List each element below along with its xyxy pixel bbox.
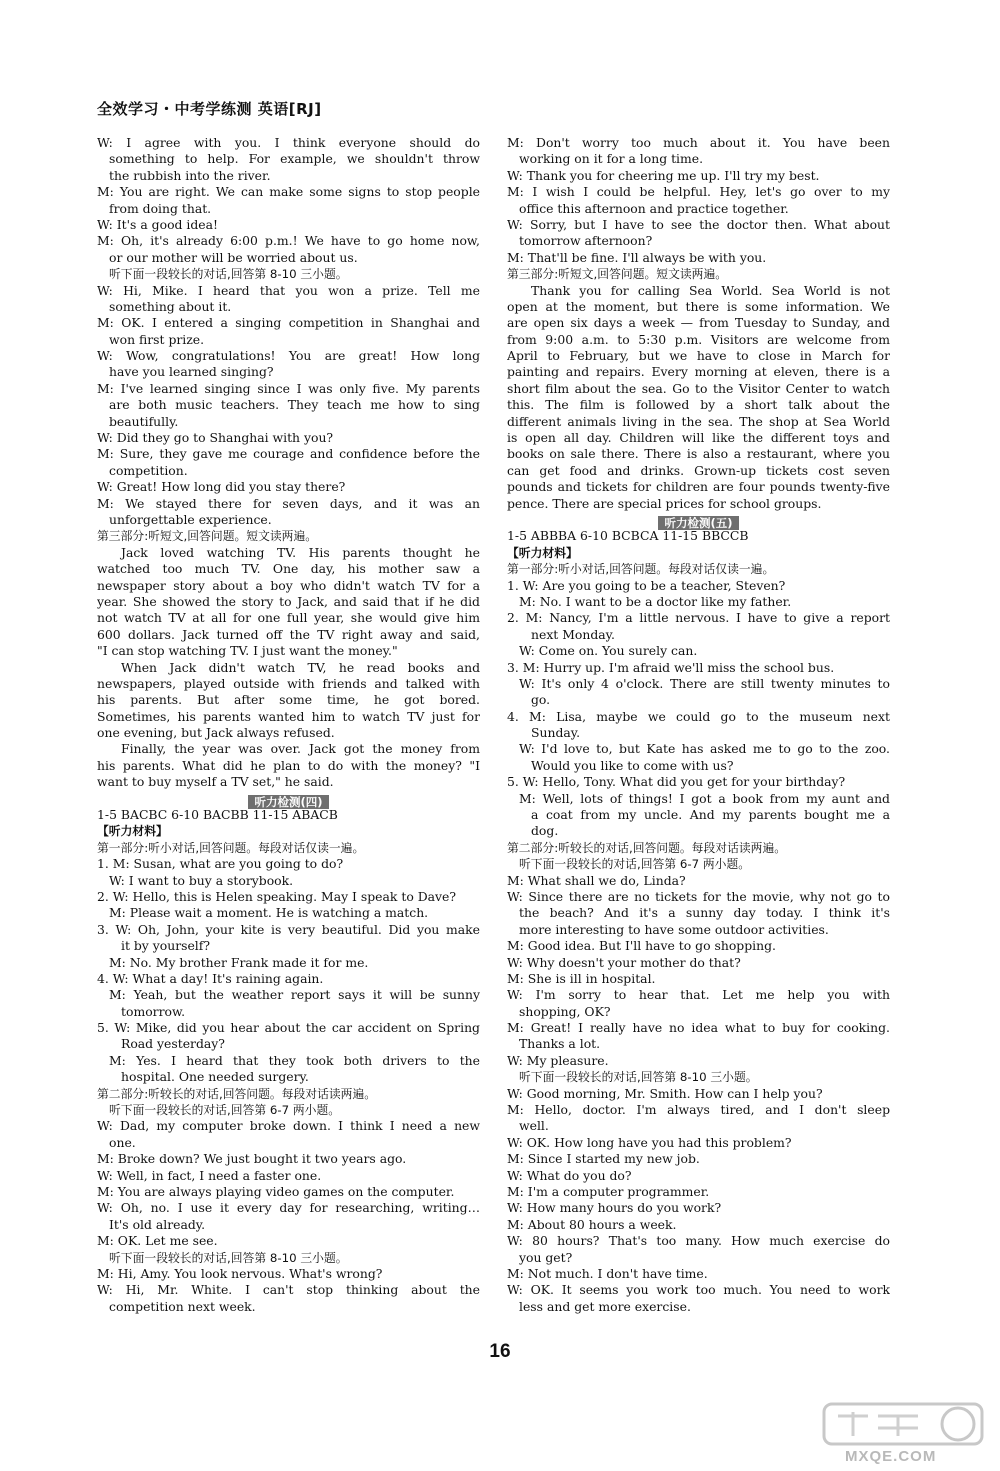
text-line: M: Good idea. But I'll have to go shopping. [507,938,776,954]
text-line: one evening, but Jack always refused. [97,725,335,741]
text-line: Jack loved watching TV. His parents thought he [121,544,480,560]
text-line: pounds and tickets for children are four pounds twenty-five [507,479,890,495]
text-line: W: Hi, Mr. White. I can't stop thinking about the [97,1282,480,1298]
right-column [507,135,890,1315]
text-line: M: OK. Let me see. [97,1233,218,1249]
text-line: When Jack didn't watch TV, he read books and [121,659,480,675]
text-line: W: Why doesn't your mother do that? [507,954,741,970]
text-line: 听下面一段较长的对话,回答第 6-7 两小题。 [109,1103,341,1118]
text-line: are both music teachers. They teach me how to sing [109,397,480,413]
text-line: from doing that. [109,200,212,216]
text-line: W: I want to buy a storybook. [109,872,294,888]
text-line: W: Thank you for cheering me up. I'll try my best. [507,167,820,183]
text-line: W: What do you do? [507,1167,632,1183]
text-line: 2. M: Nancy, I'm a little nervous. I have to give a report [507,610,890,626]
left-column [97,135,480,1315]
text-line: 1. M: Susan, what are you going to do? [97,856,344,872]
text-line: 听下面一段较长的对话,回答第 8-10 三小题。 [109,267,348,282]
text-line: 5. W: Hello, Tony. What did you get for your birthday? [507,774,846,790]
text-line: not watch TV at all for one full year, she would give him [97,610,480,626]
text-line: 600 dollars. Jack turned off the TV right away and said, [97,626,480,642]
text-line: M: Yes. I heard that they took both drivers to the [109,1052,480,1068]
text-line: the beach? And it's a sunny day today. I think it's [519,905,890,921]
text-line: W: OK. It seems you work too much. You need to work [507,1282,890,1298]
text-line: 第三部分:听短文,回答问题。短文读两遍。 [507,267,728,282]
text-line: Thanks a lot. [519,1036,601,1052]
text-line: his parents. What did he plan to do with the money? "I [97,757,480,773]
text-line: books on sale there. There is also a restaurant, where you [507,446,890,462]
text-line: W: I agree with you. I think everyone should do [97,135,480,150]
text-line: Sometimes, his parents wanted him to watch TV just for [97,708,480,724]
text-line: M: She is ill in hospital. [507,970,656,986]
text-line: can get food and drinks. Grown-up tickets cost seven [507,462,890,478]
text-line: W: I'm sorry to hear that. Let me help you with [507,987,890,1003]
section-heading-row [507,512,890,528]
text-line: W: Wow, congratulations! You are great! How long [97,348,480,364]
text-line: M: Well, lots of things! I got a book from my aunt and [519,790,890,806]
text-line: this. The film is followed by a short talk about the [507,397,890,413]
text-line: beautifully. [109,413,179,429]
text-line: Thank you for calling Sea World. Sea World is not [531,282,890,298]
text-line: 1. W: Are you going to be a teacher, Steven? [507,577,786,593]
text-line: one. [109,1134,136,1150]
text-line: tomorrow afternoon? [519,233,653,249]
text-line: It's old already. [109,1216,206,1232]
text-line: 5. W: Mike, did you hear about the car accident on Spring [97,1020,480,1036]
text-line: 第三部分:听短文,回答问题。短文读两遍。 [97,529,318,544]
text-line: won first prize. [109,331,205,347]
text-line: W: It's a good idea! [97,216,218,232]
text-line: M: Broke down? We just bought it two years ago. [97,1151,407,1167]
text-line: M: I've learned singing since I was only five. My parents [97,380,480,396]
text-line: 3. M: Hurry up. I'm afraid we'll miss the school bus. [507,659,835,675]
text-line: M: You are right. We can make some signs to stop people [97,184,480,200]
text-line: M: OK. I entered a singing competition in Shanghai and [97,315,480,331]
text-line: W: Great! How long did you stay there? [97,479,346,495]
text-line: M: That'll be fine. I'll always be with you. [507,249,767,265]
text-line: something about it. [109,298,232,314]
text-line: next Monday. [531,626,615,642]
text-line: W: Dad, my computer broke down. I think I need a new [97,1118,480,1134]
text-line: 【听力材料】 [507,545,578,560]
text-line: M: Oh, it's already 6:00 p.m.! We have to go home now, [97,233,480,249]
text-line: "I can stop watching TV. I just want the money." [97,643,398,659]
text-line: 3. W: Oh, John, your kite is very beautiful. Did you make [97,921,480,937]
text-line: M: Since I started my new job. [507,1151,700,1167]
text-line: more interesting to have some outdoor activities. [519,921,829,937]
text-line: open at the moment, but there is some information. We [507,298,890,314]
text-line: M: I wish I could be helpful. Hey, let's go over to my [507,184,890,200]
section-heading: 听力检测(五) [658,516,738,530]
text-line: hospital. One needed surgery. [121,1069,309,1085]
text-line: competition. [109,462,188,478]
text-line: 第二部分:听较长的对话,回答问题。每段对话读两遍。 [507,840,787,855]
text-line: tomorrow. [121,1003,186,1019]
text-line: are open six days a week — from Tuesday to Sunday, and [507,315,890,331]
text-line: W: My pleasure. [507,1052,609,1068]
text-line: Finally, the year was over. Jack got the money from [121,741,480,757]
text-line: 听下面一段较长的对话,回答第 8-10 三小题。 [109,1250,348,1265]
text-line: M: Sure, they gave me courage and confidence before the [97,446,480,462]
text-line: W: I'd love to, but Kate has asked me to go to the zoo. [519,741,890,757]
text-line: something to help. For example, we shouldn't throw [109,151,480,167]
text-line: pence. There are special prices for school groups. [507,495,822,511]
text-line: Sunday. [531,725,581,741]
text-line: shopping, OK? [519,1003,611,1019]
text-line: M: I'm a computer programmer. [507,1184,710,1199]
text-line: M: What shall we do, Linda? [507,872,686,888]
text-line: his parents. But after some time, he got bored. [97,692,480,708]
section-heading: 听力检测(四) [248,795,328,809]
text-line: 听下面一段较长的对话,回答第 8-10 三小题。 [519,1070,758,1085]
text-line: working on it for a long time. [519,151,704,167]
section-heading-row [97,791,480,807]
text-line: a coat from my uncle. And my parents bought me a [531,807,890,823]
text-line: W: Come on. You surely can. [519,643,698,659]
page-number: 16 [489,1341,511,1362]
text-line: W: OK. How long have you had this problem? [507,1134,792,1150]
text-line: 4. M: Lisa, maybe we could go to the museum next [507,708,890,724]
text-line: the rubbish into the river. [109,167,271,183]
text-line: Would you like to come with us? [531,757,734,773]
text-line: M: We stayed there for seven days, and it was an [97,495,480,511]
text-line: less and get more exercise. [519,1298,691,1314]
text-line: M: You are always playing video games on the computer. [97,1184,455,1199]
text-line: W: Since there are no tickets for the movie, why not go to [507,888,890,904]
watermark-site: MXQE.COM [845,1448,937,1465]
text-line: short film about the sea. Go to the Visitor Center to watch [507,380,890,396]
text-line: from 9:00 a.m. to 5:30 p.m. Visitors are welcome from [507,331,890,347]
text-line: 1-5 BACBC 6-10 BACBB 11-15 ABACB [97,807,338,823]
text-line: unforgettable experience. [109,511,272,527]
text-line: have you learned singing? [109,364,274,380]
text-line: watched too much TV. One day, his mother saw a [97,561,480,577]
text-line: 第二部分:听较长的对话,回答问题。每段对话读两遍。 [97,1086,377,1101]
text-line: W: Sorry, but I have to see the doctor then. What about [507,216,890,232]
page-header: 全效学习・中考学练测 英语[RJ] [97,100,322,118]
text-line: M: Not much. I don't have time. [507,1265,708,1281]
text-line: W: Well, in fact, I need a faster one. [97,1167,322,1183]
text-line: M: About 80 hours a week. [507,1216,677,1232]
text-line: 4. W: What a day! It's raining again. [97,970,324,986]
text-line: M: No. I want to be a doctor like my father. [519,593,792,609]
text-line: 1-5 ABBBA 6-10 BCBCA 11-15 BBCCB [507,528,749,544]
text-line: office this afternoon and practice together. [519,200,789,216]
text-line: different animals living in the sea. The shop at Sea World [507,413,890,429]
text-line: 第一部分:听小对话,回答问题。每段对话仅读一遍。 [507,562,775,577]
text-line: dog. [531,823,559,839]
text-line: Road yesterday? [121,1036,225,1052]
text-line: it by yourself? [121,938,210,954]
text-line: M: Hi, Amy. You look nervous. What's wrong? [97,1265,383,1281]
text-line: W: Oh, no. I use it every day for researching, writing… [97,1200,480,1216]
text-line: M: Yeah, but the weather report says it will be sunny [109,987,480,1003]
text-line: year. She showed the story to Jack, and said that if he did [97,593,480,609]
text-line: painting and repairs. Every morning at eleven, there is a [507,364,890,380]
text-line: M: Please wait a moment. He is watching a match. [109,905,429,921]
text-line: competition next week. [109,1298,256,1314]
text-line: M: Hello, doctor. I'm always tired, and I don't sleep [507,1102,890,1118]
text-line: 听下面一段较长的对话,回答第 6-7 两小题。 [519,857,751,872]
text-line: W: Good morning, Mr. Smith. How can I help you? [507,1085,823,1101]
text-line: M: Great! I really have no idea what to buy for cooking. [507,1020,890,1036]
text-line: 第一部分:听小对话,回答问题。每段对话仅读一遍。 [97,840,365,855]
text-line: want to buy myself a TV set," he said. [97,774,334,790]
text-line: W: How many hours do you work? [507,1200,722,1216]
text-line: is open all day. Children will like the different toys and [507,430,890,446]
text-line: W: 80 hours? That's too many. How much exercise do [507,1233,890,1249]
text-line: W: Did they go to Shanghai with you? [97,430,334,446]
text-line: or our mother will be worried about us. [109,249,358,265]
text-line: M: No. My brother Frank made it for me. [109,954,369,970]
text-line: 【听力材料】 [97,824,168,839]
text-line: M: Don't worry too much about it. You have been [507,135,890,150]
text-line: go. [531,692,551,708]
text-line: you get? [519,1249,573,1265]
text-line: W: Hi, Mike. I heard that you won a prize. Tell me [97,282,480,298]
text-line: well. [519,1118,549,1134]
text-line: newspapers, played outside with friends and talked with [97,675,480,691]
text-line: newspaper story about a boy who didn't watch TV for a [97,577,480,593]
text-line: 2. W: Hello, this is Helen speaking. May I speak to Dave? [97,888,457,904]
text-line: April to February, but we have to close in March for [507,348,890,364]
text-line: W: It's only 4 o'clock. There are still twenty minutes to [519,675,890,691]
